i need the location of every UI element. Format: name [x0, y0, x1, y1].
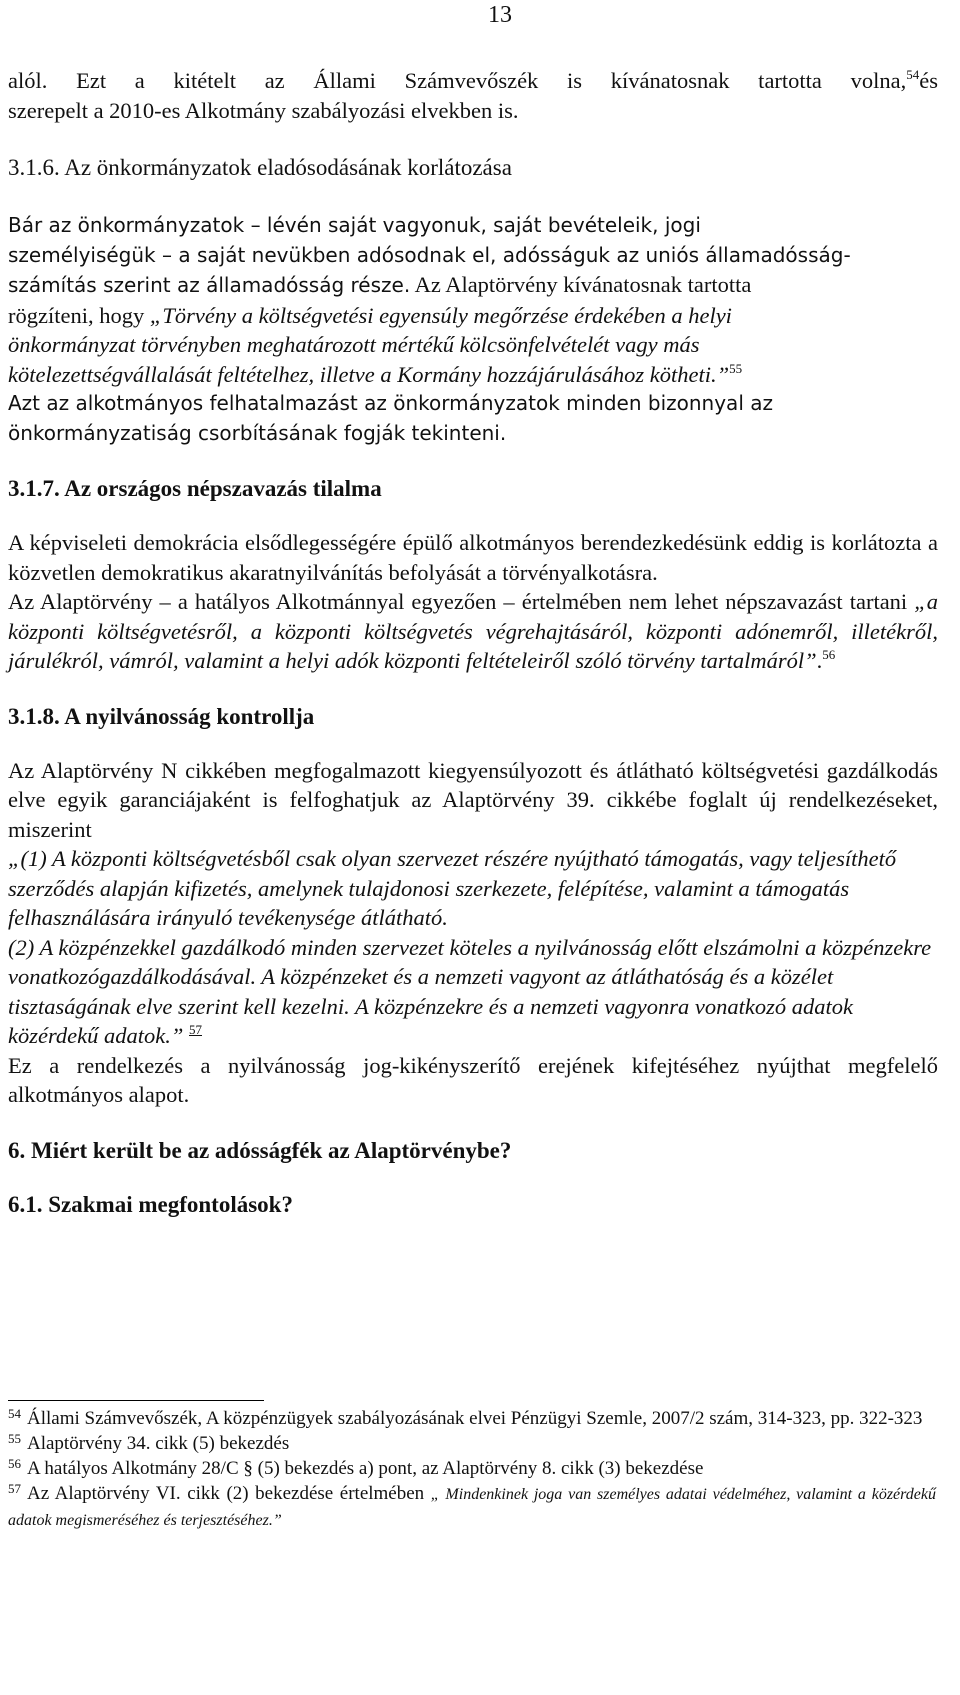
- quote-paragraph-2-line: [8, 933, 938, 1051]
- footnote-text: Az Alaptörvény VI. cikk (2) bekezdése értelmében: [27, 1483, 431, 1504]
- quote-paragraph-2: (2) A közpénzekkel gazdálkodó minden szervezet köteles a nyilvánosság előtt elszámolni a közpénzekre vonatkozógazdálkodásával. A közpénzeket és a nemzeti vagyont az átláthatóság és a közélet tisztaságának elve szerint kell kezelni. A közpénzekre és a nemzeti vagyonra vonatkozó adatok közérdekű adatok.”: [8, 934, 932, 1048]
- footnote-56: [8, 1456, 936, 1481]
- quote-paragraph-1: „(1) A központi költségvetésből csak olyan szervezet részére nyújtható támogatás, vagy teljesíthető szerződés alapján kifizetés, amelynek tulajdonosi szerkezete, felépítése, valamint a támogatás felhasználására irányuló tevékenysége átlátható.: [8, 846, 897, 930]
- footnote-55: [8, 1431, 936, 1456]
- para-line: [8, 330, 938, 360]
- footnote-57: [8, 1481, 936, 1533]
- footnote-ref-55[interactable]: 55: [729, 360, 743, 376]
- para-text: Az Alaptörvény kívánatosnak tartotta: [410, 272, 752, 297]
- para-line: önkormányzatiság csorbításának fogják tekinteni.: [8, 420, 507, 445]
- footnote-ref-56[interactable]: 56: [822, 647, 836, 662]
- para-text: .: [816, 648, 823, 673]
- para-line: személyiségük – a saját nevükben adósodnak el, adósságuk az uniós államadósság-: [8, 242, 851, 267]
- section-3-1-7-paragraph-2: [8, 587, 938, 676]
- footnote-text: Alaptörvény 34. cikk (5) bekezdés: [27, 1433, 290, 1454]
- quote-text: kötelezettségvállalását feltételhez, illetve a Kormány hozzájárulásához kötheti.”: [8, 361, 730, 387]
- footnote-number: 56: [8, 1456, 21, 1471]
- intro-paragraph: [8, 66, 938, 125]
- section-3-1-8-paragraph-1: Az Alaptörvény N cikkében megfogalmazott kiegyensúlyozott és átlátható költségvetési gazdálkodás elve egyik garanciájaként is felfoghatjuk az Alaptörvény 39. cikkébe foglalt új rendelkezéseket, miszerint: [8, 757, 938, 842]
- intro-text: alól. Ezt a kitételt az Állami Számvevőszék is kívánatosnak tartotta volna,: [8, 68, 907, 93]
- footnote-text: A hatályos Alkotmány 28/C § (5) bekezdés a) pont, az Alaptörvény 8. cikk (3) bekezdése: [27, 1458, 704, 1479]
- footnote-ref-54[interactable]: 54: [906, 67, 920, 82]
- quote-text: önkormányzat törvényben meghatározott mértékű kölcsönfelvételét vagy más: [8, 332, 700, 357]
- footnotes: [8, 1406, 936, 1533]
- intro-text-end: és: [919, 68, 938, 93]
- section-3-1-7-paragraph-1: A képviseleti demokrácia elsődlegességére épülő alkotmányos berendezkedésünk eddig is korlátozta a közvetlen demokratikus akaratnyilvánítás befolyását a törvényalkotásra.: [8, 530, 938, 585]
- para-text: Az Alaptörvény – a hatályos Alkotmánnyal egyezően – értelmében nem lehet népszavazást tartani: [8, 589, 915, 614]
- intro-line: [8, 66, 938, 96]
- footnote-number: 57: [8, 1481, 21, 1496]
- heading-text: 3.1.6. Az önkormányzatok eladósodásának korlátozása: [8, 155, 512, 180]
- section-3-1-8-quote: [8, 844, 938, 1051]
- footnote-quote: „ Mindenkinek joga van személyes adatai védelméhez, valamint a közérdekű adatok megismeréséhez és terjesztéséhez.”: [8, 1486, 936, 1529]
- para-text: rögzíteni, hogy: [8, 302, 150, 328]
- footnote-number: 54: [8, 1406, 21, 1421]
- section-3-1-8-paragraph-2: Ez a rendelkezés a nyilvánosság jog-kikényszerítő erejének kifejtéséhez nyújthat megfelelő alkotmányos alapot.: [8, 1052, 938, 1107]
- para-line: [8, 270, 938, 301]
- footnote-divider: [8, 1400, 264, 1401]
- section-heading-6-1: 6.1. Szakmai megfontolások?: [8, 1191, 293, 1217]
- section-heading-3-1-7: 3.1.7. Az országos népszavazás tilalma: [8, 476, 382, 501]
- quote-text: „Törvény a költségvetési egyensúly megőrzése érdekében a helyi: [149, 302, 732, 328]
- para-line: Azt az alkotmányos felhatalmazást az önkormányzatok minden bizonnyal az: [8, 391, 773, 415]
- para-line: Bár az önkormányzatok – lévén saját vagyonuk, saját bevételeik, jogi: [8, 213, 701, 237]
- section-heading-3-1-6: [8, 153, 938, 183]
- para-text: számítás szerint az államadósság része.: [8, 273, 411, 297]
- intro-line: szerepelt a 2010-es Alkotmány szabályozási elvekben is.: [8, 97, 519, 123]
- footnote-54: [8, 1406, 936, 1431]
- section-3-1-6-paragraph: [8, 211, 938, 448]
- para-line: [8, 301, 938, 331]
- para-line: [8, 360, 938, 390]
- footnote-ref-57[interactable]: 57: [189, 1022, 202, 1037]
- page-number: 13: [488, 2, 512, 28]
- chapter-heading-6: 6. Miért került be az adósságfék az Alaptörvénybe?: [8, 1137, 512, 1163]
- footnote-text: Állami Számvevőszék, A közpénzügyek szabályozásának elvei Pénzügyi Szemle, 2007/2 szám, 314-323, pp. 322-323: [27, 1408, 923, 1429]
- footnote-number: 55: [8, 1431, 21, 1446]
- page-body: [8, 66, 938, 1220]
- quote-text: „a központi költségvetésről, a központi költségvetés végrehajtásáról, központi adónemről, illetékről, járulékról, vámról, valamint a helyi adók központi feltételeiről szóló törvény tartalmáról”: [8, 589, 938, 673]
- section-heading-3-1-8: 3.1.8. A nyilvánosság kontrollja: [8, 703, 315, 729]
